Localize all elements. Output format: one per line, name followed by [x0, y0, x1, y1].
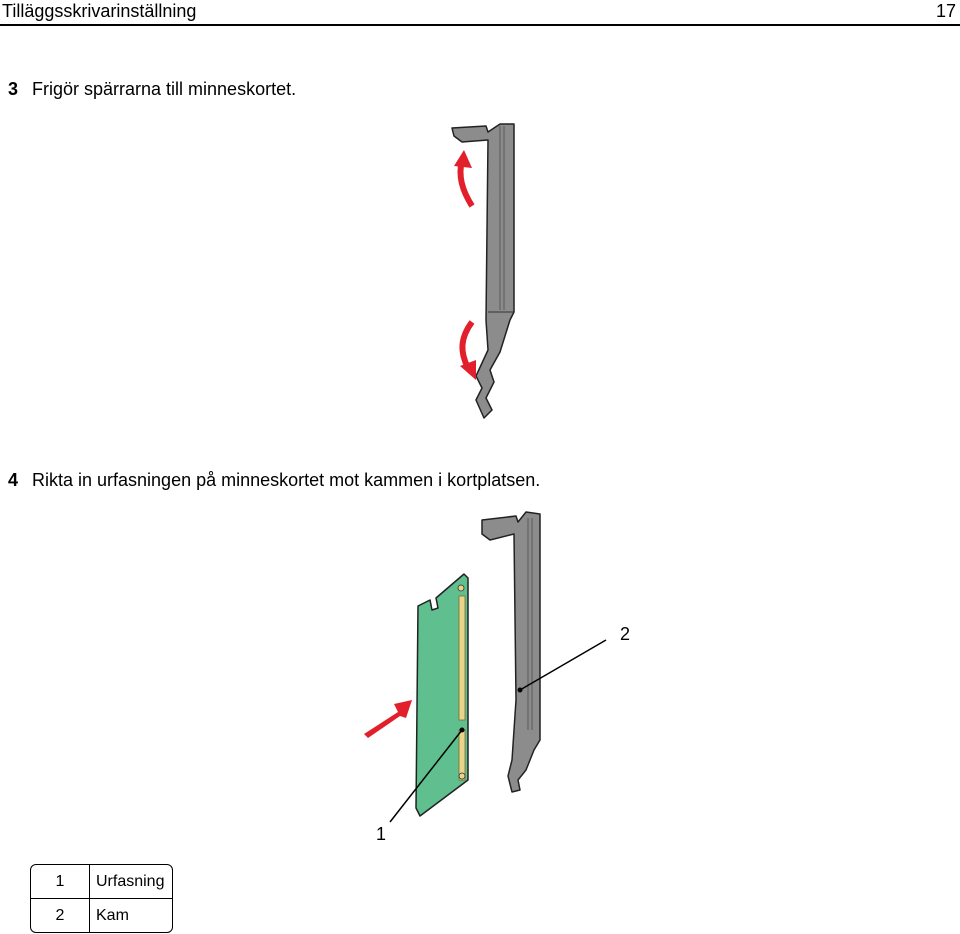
legend-number: 1	[31, 865, 90, 899]
memory-latch-icon	[482, 512, 540, 792]
table-row	[31, 899, 172, 932]
callout-2-label: 2	[620, 624, 631, 644]
page-number: 17	[935, 1, 956, 21]
insert-arrow-icon	[364, 700, 412, 738]
legend-label: Kam	[96, 906, 129, 924]
header-title: Tilläggsskrivarinställning	[2, 1, 197, 21]
step-number: 4	[8, 470, 19, 490]
step-text: Frigör spärrarna till minneskortet.	[32, 79, 297, 99]
step-number: 3	[8, 79, 19, 99]
step-text: Rikta in urfasningen på minneskortet mot kammen i kortplatsen.	[32, 470, 541, 490]
table-row	[31, 865, 172, 899]
callout-1-label: 1	[376, 824, 387, 844]
legend-label: Urfasning	[90, 865, 172, 899]
legend-table	[30, 864, 173, 933]
legend-number: 2	[31, 899, 90, 932]
